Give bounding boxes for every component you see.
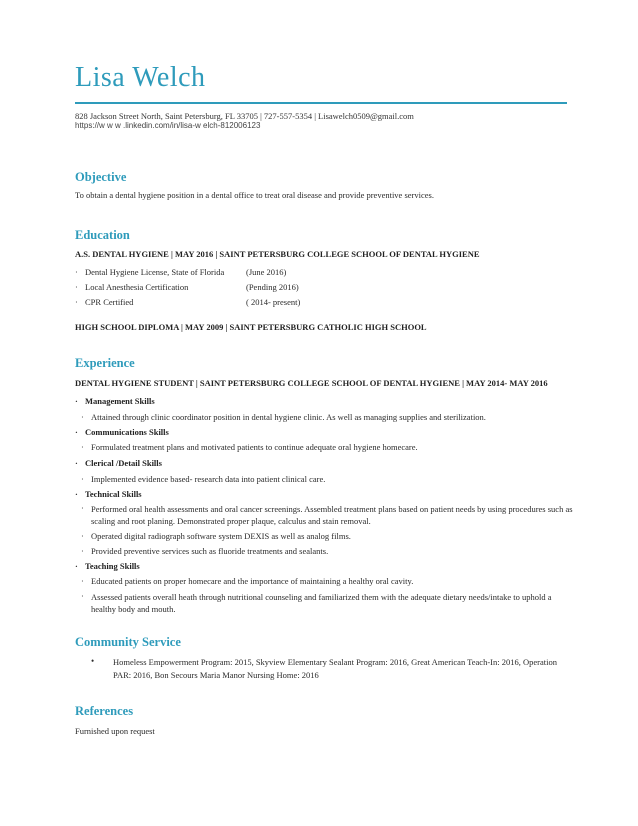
- education-item: · CPR Certified: [75, 297, 134, 307]
- education-item-status: (June 2016): [246, 267, 287, 277]
- education-item-status: (Pending 2016): [246, 282, 299, 292]
- skill-point: · Provided preventive services such as fluoride treatments and sealants.: [81, 546, 329, 556]
- education-heading: Education: [75, 228, 130, 242]
- community-text: Homeless Empowerment Program: 2015, Skyview Elementary Sealant Program: 2016, Great American Teach-In: 2016, Operation PAR: 2016, Bon Secours Maria Manor Nursing Home: 2016: [113, 657, 557, 680]
- community-heading: Community Service: [75, 635, 181, 649]
- objective-text: To obtain a dental hygiene position in a dental office to treat oral disease and provide preventive services.: [75, 190, 434, 200]
- bullet-icon: ·: [75, 396, 78, 406]
- objective-heading: Objective: [75, 170, 127, 184]
- experience-heading: Experience: [75, 356, 135, 370]
- bullet-icon: •: [91, 656, 95, 666]
- education-item: · Dental Hygiene License, State of Florida: [75, 267, 225, 277]
- bullet-icon: ·: [81, 576, 84, 586]
- bullet-icon: ·: [75, 458, 78, 468]
- linkedin-url[interactable]: https://w w w .linkedin.com/in/lisa-w elch-812006123: [75, 121, 261, 130]
- experience-title: DENTAL HYGIENE STUDENT | SAINT PETERSBURG COLLEGE SCHOOL OF DENTAL HYGIENE | MAY 2014- MAY 2016: [75, 378, 548, 388]
- bullet-icon: ·: [81, 442, 84, 452]
- degree-associate: A.S. DENTAL HYGIENE | MAY 2016 | SAINT PETERSBURG COLLEGE SCHOOL OF DENTAL HYGIENE: [75, 249, 480, 259]
- education-item-status: ( 2014- present): [246, 297, 301, 307]
- bullet-icon: ·: [75, 297, 78, 307]
- references-heading: References: [75, 704, 134, 718]
- bullet-icon: ·: [75, 267, 78, 277]
- bullet-icon: ·: [81, 474, 84, 484]
- skill-point: · Attained through clinic coordinator position in dental hygiene clinic. As well as managing supplies and sterilization.: [81, 412, 486, 422]
- bullet-icon: ·: [81, 531, 84, 541]
- education-item: · Local Anesthesia Certification: [75, 282, 189, 292]
- bullet-icon: ·: [81, 412, 84, 422]
- bullet-icon: ·: [81, 591, 84, 601]
- bullet-icon: ·: [75, 282, 78, 292]
- skill-heading: · Clerical /Detail Skills: [75, 458, 162, 468]
- bullet-icon: ·: [81, 503, 84, 513]
- header-divider: [75, 102, 567, 104]
- skill-point: · Formulated treatment plans and motivated patients to continue adequate oral hygiene homecare.: [81, 442, 418, 452]
- skill-heading: · Teaching Skills: [75, 561, 140, 571]
- contact-line: 828 Jackson Street North, Saint Petersburg, FL 33705 | 727-557-5354 | Lisawelch0509@gmail.com: [75, 111, 414, 121]
- references-text: Furnished upon request: [75, 726, 155, 736]
- bullet-icon: ·: [75, 427, 78, 437]
- skill-point: · Operated digital radiograph software system DEXIS as well as analog films.: [81, 531, 351, 541]
- bullet-icon: ·: [75, 489, 78, 499]
- skill-heading: · Communications Skills: [75, 427, 169, 437]
- skill-heading: · Technical Skills: [75, 489, 142, 499]
- bullet-icon: ·: [75, 561, 78, 571]
- skill-point: · Educated patients on proper homecare and the importance of maintaining a healthy oral cavity.: [81, 576, 414, 586]
- bullet-icon: ·: [81, 546, 84, 556]
- skill-heading: · Management Skills: [75, 396, 155, 406]
- skill-point: · Implemented evidence based- research data into patient clinical care.: [81, 474, 326, 484]
- degree-highschool: HIGH SCHOOL DIPLOMA | MAY 2009 | SAINT PETERSBURG CATHOLIC HIGH SCHOOL: [75, 322, 427, 332]
- candidate-name: Lisa Welch: [75, 62, 206, 93]
- skill-point: Assessed patients overall heath through nutritional counseling and familiarized them with the adequate dietary needs/intake to uphold a healthy body and mouth.: [91, 592, 552, 614]
- skill-point: Performed oral health assessments and oral cancer screenings. Assembled treatment plans based on patient needs by using procedures such as scaling and root planing. Demonstrated proper plaque, calculus and stain removal.: [91, 504, 573, 526]
